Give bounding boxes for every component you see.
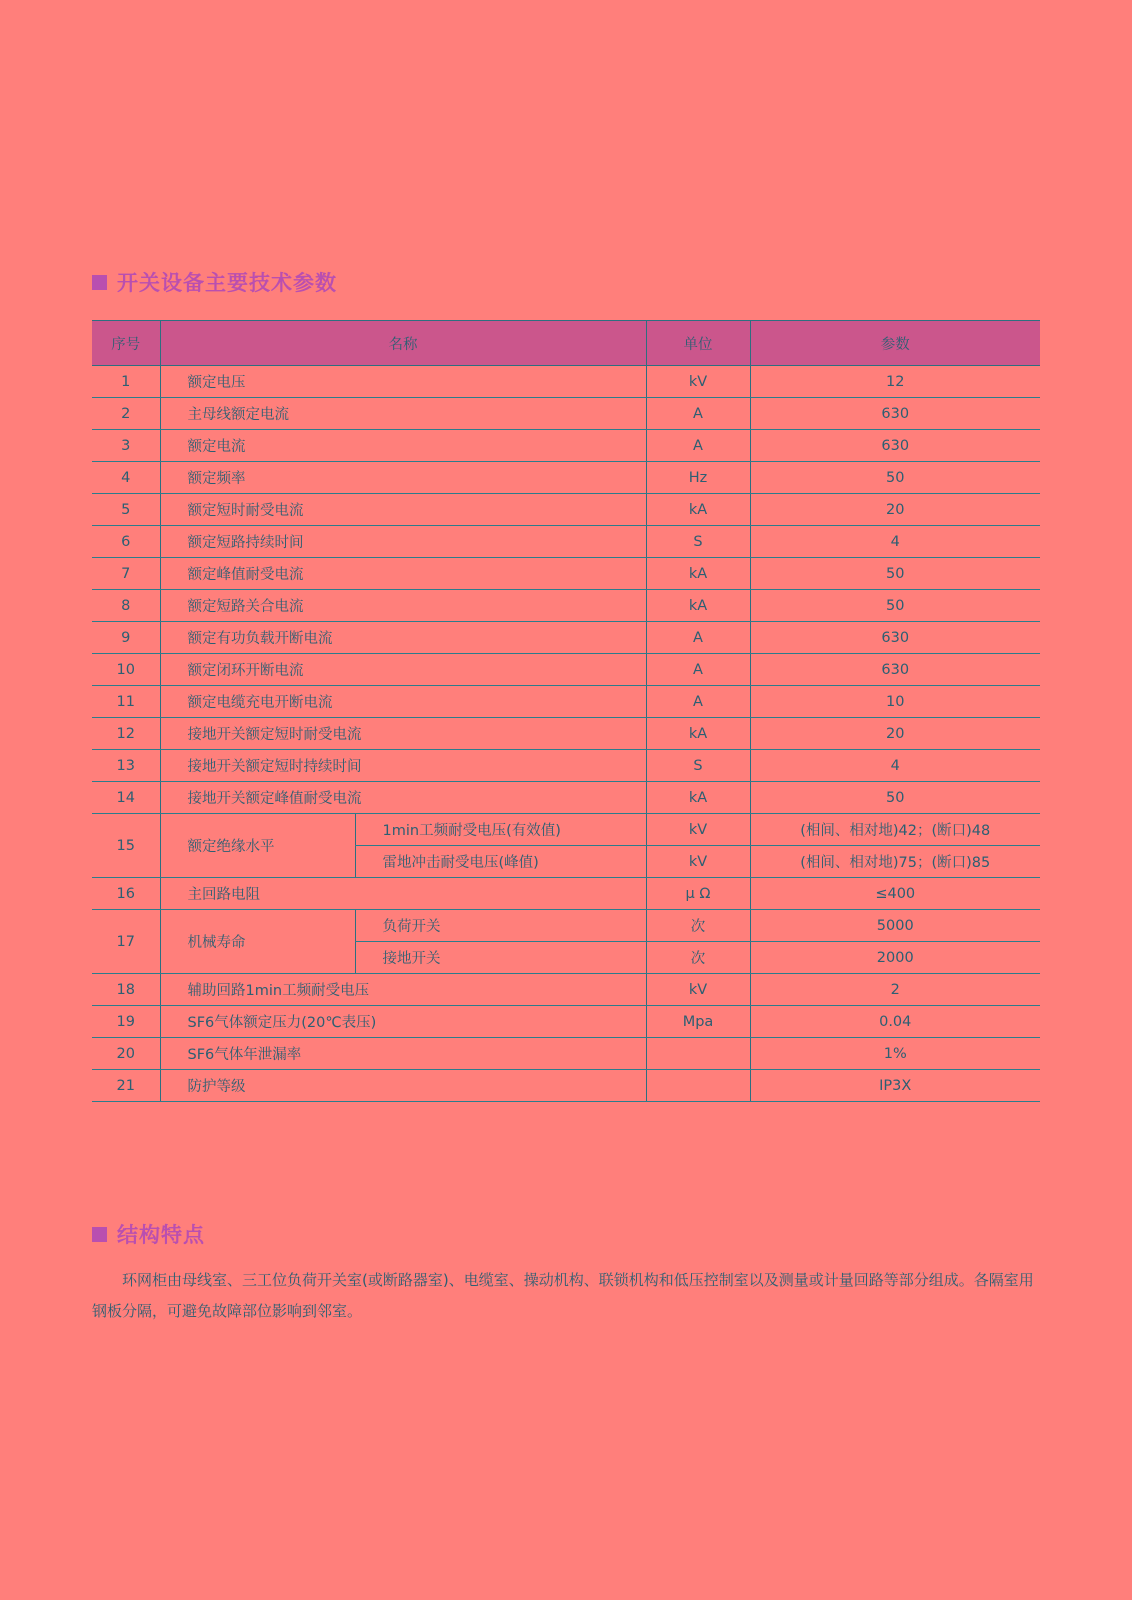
row-unit: 次 — [646, 910, 750, 942]
row-number: 3 — [92, 430, 160, 462]
row-number: 16 — [92, 878, 160, 910]
row-name: 接地开关额定短时耐受电流 — [160, 718, 646, 750]
row-value: (相间、相对地)75；(断口)85 — [750, 846, 1040, 878]
row-unit: kA — [646, 782, 750, 814]
row-name: SF6气体年泄漏率 — [160, 1038, 646, 1070]
table-row — [92, 622, 1040, 654]
row-number: 1 — [92, 366, 160, 398]
row-name: 额定短路持续时间 — [160, 526, 646, 558]
row-name: 防护等级 — [160, 1070, 646, 1102]
row-number: 8 — [92, 590, 160, 622]
row-number: 20 — [92, 1038, 160, 1070]
row-value: IP3X — [750, 1070, 1040, 1102]
row-name: 额定电压 — [160, 366, 646, 398]
row-name: 机械寿命 — [160, 910, 355, 974]
row-number: 7 — [92, 558, 160, 590]
row-unit: Mpa — [646, 1006, 750, 1038]
row-value: 20 — [750, 718, 1040, 750]
row-unit: A — [646, 398, 750, 430]
row-unit: A — [646, 686, 750, 718]
table-row — [92, 398, 1040, 430]
row-value: 10 — [750, 686, 1040, 718]
row-name: 额定电缆充电开断电流 — [160, 686, 646, 718]
table-row — [92, 718, 1040, 750]
table-row — [92, 590, 1040, 622]
row-name: 额定电流 — [160, 430, 646, 462]
row-unit: kV — [646, 366, 750, 398]
row-sub-name: 雷地冲击耐受电压(峰值) — [355, 846, 646, 878]
row-name: 主母线额定电流 — [160, 398, 646, 430]
row-name: 额定闭环开断电流 — [160, 654, 646, 686]
row-value: 630 — [750, 430, 1040, 462]
row-number: 12 — [92, 718, 160, 750]
row-name: 额定短时耐受电流 — [160, 494, 646, 526]
row-unit — [646, 1038, 750, 1070]
row-name: 接地开关额定峰值耐受电流 — [160, 782, 646, 814]
row-number: 4 — [92, 462, 160, 494]
square-bullet-icon — [92, 1227, 107, 1242]
row-sub-name: 1min工频耐受电压(有效值) — [355, 814, 646, 846]
row-value: (相间、相对地)42；(断口)48 — [750, 814, 1040, 846]
row-sub-name: 负荷开关 — [355, 910, 646, 942]
row-unit: S — [646, 526, 750, 558]
table-row — [92, 430, 1040, 462]
row-unit: kA — [646, 494, 750, 526]
row-value: 4 — [750, 750, 1040, 782]
row-sub-name: 接地开关 — [355, 942, 646, 974]
row-unit — [646, 1070, 750, 1102]
table-row — [92, 750, 1040, 782]
header-param: 参数 — [750, 321, 1040, 366]
row-value: 630 — [750, 398, 1040, 430]
row-name: 辅助回路1min工频耐受电压 — [160, 974, 646, 1006]
row-unit: kA — [646, 558, 750, 590]
row-name: 额定峰值耐受电流 — [160, 558, 646, 590]
row-unit: Hz — [646, 462, 750, 494]
row-unit: 次 — [646, 942, 750, 974]
row-name: 额定短路关合电流 — [160, 590, 646, 622]
row-unit: A — [646, 622, 750, 654]
row-value: 50 — [750, 462, 1040, 494]
table-row — [92, 782, 1040, 814]
row-value: 50 — [750, 590, 1040, 622]
header-unit: 单位 — [646, 321, 750, 366]
table-row — [92, 686, 1040, 718]
row-number: 11 — [92, 686, 160, 718]
row-number: 9 — [92, 622, 160, 654]
row-unit: kA — [646, 590, 750, 622]
row-name: 接地开关额定短时持续时间 — [160, 750, 646, 782]
row-name: 额定频率 — [160, 462, 646, 494]
row-number: 6 — [92, 526, 160, 558]
row-unit: A — [646, 430, 750, 462]
header-name: 名称 — [160, 321, 646, 366]
table-row — [92, 974, 1040, 1006]
row-value: 20 — [750, 494, 1040, 526]
row-unit: kV — [646, 814, 750, 846]
row-number: 21 — [92, 1070, 160, 1102]
header-no: 序号 — [92, 321, 160, 366]
row-value: 4 — [750, 526, 1040, 558]
row-value: 630 — [750, 622, 1040, 654]
row-number: 18 — [92, 974, 160, 1006]
row-unit: A — [646, 654, 750, 686]
section-title-structure — [92, 1219, 205, 1249]
table-row — [92, 526, 1040, 558]
row-number: 14 — [92, 782, 160, 814]
table-row — [92, 462, 1040, 494]
table-header-row — [92, 321, 1040, 366]
square-bullet-icon — [92, 275, 107, 290]
table-row — [92, 1070, 1040, 1102]
row-value: 50 — [750, 782, 1040, 814]
table-row — [92, 1038, 1040, 1070]
row-name: 额定绝缘水平 — [160, 814, 355, 878]
row-number: 2 — [92, 398, 160, 430]
row-number: 13 — [92, 750, 160, 782]
row-value: 2000 — [750, 942, 1040, 974]
row-value: 1% — [750, 1038, 1040, 1070]
row-value: 0.04 — [750, 1006, 1040, 1038]
row-name: 额定有功负载开断电流 — [160, 622, 646, 654]
row-number: 5 — [92, 494, 160, 526]
row-unit: kV — [646, 974, 750, 1006]
table-row — [92, 654, 1040, 686]
structure-description: 环网柜由母线室、三工位负荷开关室(或断路器室)、电缆室、操动机构、联锁机构和低压控制室以及测量或计量回路等部分组成。各隔室用钢板分隔，可避免故障部位影响到邻室。 — [92, 1271, 1034, 1320]
row-number: 19 — [92, 1006, 160, 1038]
row-number: 17 — [92, 910, 160, 974]
row-name: 主回路电阻 — [160, 878, 646, 910]
row-unit: μ Ω — [646, 878, 750, 910]
table-row — [92, 878, 1040, 910]
spec-table — [92, 320, 1040, 1102]
section-title-text: 结构特点 — [117, 1223, 205, 1247]
section-title-specs — [92, 267, 337, 297]
row-value: 5000 — [750, 910, 1040, 942]
table-row — [92, 814, 1040, 846]
table-row — [92, 366, 1040, 398]
row-unit: S — [646, 750, 750, 782]
row-unit: kA — [646, 718, 750, 750]
row-value: 630 — [750, 654, 1040, 686]
row-value: 12 — [750, 366, 1040, 398]
table-row — [92, 910, 1040, 942]
table-row — [92, 494, 1040, 526]
row-value: 50 — [750, 558, 1040, 590]
row-number: 10 — [92, 654, 160, 686]
section-title-text: 开关设备主要技术参数 — [117, 271, 337, 295]
row-value: 2 — [750, 974, 1040, 1006]
row-number: 15 — [92, 814, 160, 878]
row-unit: kV — [646, 846, 750, 878]
table-row — [92, 1006, 1040, 1038]
table-row — [92, 558, 1040, 590]
row-value: ≤400 — [750, 878, 1040, 910]
row-name: SF6气体额定压力(20℃表压) — [160, 1006, 646, 1038]
